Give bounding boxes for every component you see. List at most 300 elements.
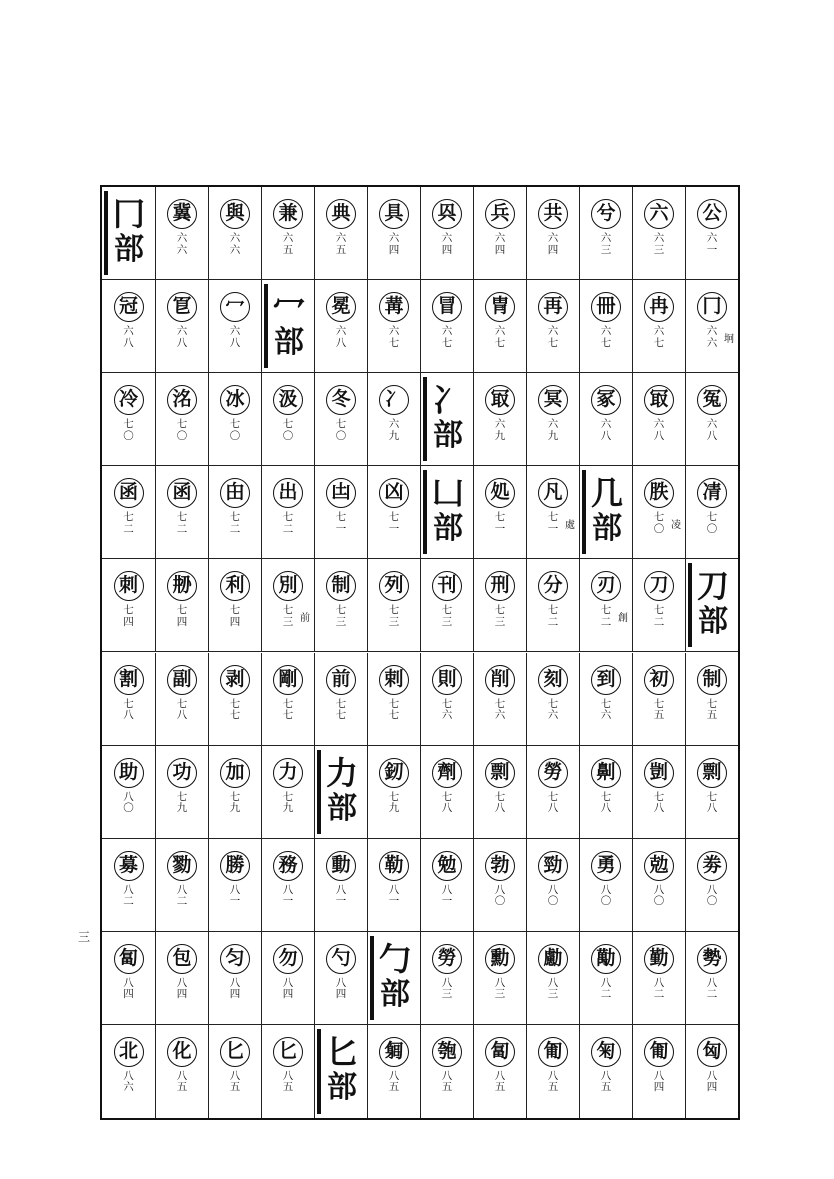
character-entry — [579, 839, 632, 931]
page-reference: 六四 — [494, 232, 506, 256]
circled-character: 匀 — [220, 944, 250, 974]
page-reference: 七七 — [388, 697, 400, 721]
circled-character: 劑 — [432, 758, 462, 788]
circled-character: 胅 — [644, 478, 674, 508]
circled-character: 到 — [591, 665, 621, 695]
page-reference: 七〇 — [653, 511, 665, 535]
variant-annotation: 創 — [618, 613, 628, 625]
circled-character: 冊 — [591, 292, 621, 322]
circled-character: 刃 — [591, 571, 621, 601]
circled-character: 剴 — [644, 758, 674, 788]
radical-section-label: 部 — [327, 1069, 357, 1105]
page-reference: 六八 — [123, 325, 134, 349]
page-reference: 七六 — [600, 697, 612, 721]
page-reference: 七一 — [335, 511, 347, 535]
circled-character: 勺 — [326, 944, 356, 974]
page-reference: 七八 — [600, 790, 612, 815]
character-entry — [420, 559, 473, 651]
page-reference: 七七 — [282, 697, 294, 721]
character-entry — [526, 932, 579, 1024]
page-reference: 八四 — [229, 976, 241, 1001]
page-reference: 六四 — [388, 232, 400, 256]
character-entry — [367, 466, 420, 558]
page-reference: 八〇 — [494, 883, 506, 908]
circled-character: 勒 — [379, 851, 409, 881]
page-reference: 六六 — [176, 232, 188, 256]
character-entry — [473, 653, 526, 745]
character-entry — [526, 280, 579, 372]
page-reference: 六八 — [653, 418, 665, 442]
character-entry — [102, 1025, 155, 1118]
circled-character: 兵 — [485, 199, 515, 229]
character-entry — [367, 559, 420, 651]
header-rule — [582, 470, 586, 554]
page-reference: 七八 — [547, 790, 559, 815]
character-entry — [473, 280, 526, 372]
circled-character: 函 — [114, 478, 144, 508]
page-reference: 七五 — [706, 697, 718, 721]
circled-character: 冑 — [485, 292, 515, 322]
radical-section-label: 部 — [592, 511, 622, 547]
circled-character: 凊 — [697, 478, 727, 508]
page-reference: 七〇 — [229, 418, 241, 442]
circled-character: 㒷 — [432, 199, 462, 229]
radical-title: 刀 — [696, 567, 729, 606]
circled-character: 出 — [273, 478, 303, 508]
character-entry — [473, 746, 526, 838]
character-entry — [314, 559, 367, 651]
page-reference: 七八 — [441, 790, 453, 815]
circled-character: 勴 — [538, 944, 568, 974]
page-reference: 六五 — [282, 232, 294, 256]
page-reference: 八六 — [123, 1069, 134, 1094]
circled-character: 制 — [326, 571, 356, 601]
radical-header-cell — [685, 559, 738, 651]
character-entry — [208, 187, 261, 279]
page-reference: 六九 — [494, 418, 506, 442]
circled-character: 凡 — [538, 478, 568, 508]
circled-character: 六 — [644, 199, 674, 229]
character-entry — [579, 373, 632, 465]
character-entry — [102, 653, 155, 745]
page-reference: 七三 — [282, 604, 294, 628]
page-reference: 八〇 — [600, 883, 612, 908]
circled-character: 冣 — [644, 385, 674, 415]
character-entry — [420, 932, 473, 1024]
character-entry — [473, 466, 526, 558]
radical-header-cell — [314, 1025, 367, 1118]
character-entry — [155, 280, 208, 372]
page-number: 三 — [78, 930, 91, 944]
page-reference: 七〇 — [123, 418, 134, 442]
radical-title: 凵 — [431, 474, 464, 513]
circled-character: 冢 — [591, 385, 621, 415]
character-entry — [685, 653, 738, 745]
character-entry — [155, 653, 208, 745]
character-entry — [526, 559, 579, 651]
character-entry — [314, 839, 367, 931]
circled-character: 典 — [326, 199, 356, 229]
table-row — [102, 559, 738, 652]
character-entry — [208, 559, 261, 651]
character-entry — [579, 746, 632, 838]
circled-character: 冬 — [326, 385, 356, 415]
character-entry — [155, 559, 208, 651]
page-reference: 八一 — [229, 883, 241, 908]
variant-annotation: 坰 — [724, 334, 734, 346]
circled-character: 函 — [167, 478, 197, 508]
page-reference: 七七 — [335, 697, 347, 721]
character-entry — [579, 1025, 632, 1118]
page-reference: 七三 — [441, 604, 453, 628]
circled-character: 匈 — [697, 1037, 727, 1067]
page-reference: 八〇 — [706, 883, 718, 908]
character-entry — [208, 1025, 261, 1118]
character-entry — [579, 932, 632, 1024]
radical-index-table — [100, 185, 740, 1120]
character-entry — [526, 653, 579, 745]
circled-character: 割 — [114, 665, 144, 695]
character-entry — [685, 932, 738, 1024]
character-entry — [208, 746, 261, 838]
page-reference: 六三 — [653, 232, 665, 256]
circled-character: 匐 — [485, 1037, 515, 1067]
circled-character: 剌 — [379, 665, 409, 695]
circled-character: 勝 — [220, 851, 250, 881]
character-entry — [314, 373, 367, 465]
radical-section-label: 部 — [274, 325, 304, 361]
radical-section-label: 部 — [327, 790, 357, 826]
variant-annotation: 前 — [300, 613, 310, 625]
page-reference: 八一 — [441, 883, 453, 908]
page-reference: 八五 — [547, 1069, 559, 1094]
page-reference: 七七 — [229, 697, 241, 721]
circled-character: 刑 — [485, 571, 515, 601]
circled-character: 冉 — [644, 292, 674, 322]
table-row — [102, 839, 738, 932]
character-entry — [685, 466, 738, 558]
character-entry — [261, 373, 314, 465]
circled-character: 処 — [485, 478, 515, 508]
header-rule — [423, 470, 427, 554]
character-entry — [155, 187, 208, 279]
page-reference: 八四 — [282, 976, 294, 1001]
table-row — [102, 746, 738, 839]
page-reference: 八五 — [176, 1069, 188, 1094]
circled-character: 公 — [697, 199, 727, 229]
circled-character: 匍 — [538, 1037, 568, 1067]
radical-title: 勹 — [378, 939, 411, 978]
circled-character: 力 — [273, 758, 303, 788]
page-reference: 七〇 — [282, 418, 294, 442]
circled-character: 匕 — [273, 1037, 303, 1067]
character-entry — [155, 746, 208, 838]
page-reference: 八五 — [600, 1069, 612, 1094]
character-entry — [102, 280, 155, 372]
page-reference: 七〇 — [335, 418, 347, 442]
page-reference: 七四 — [123, 604, 134, 628]
character-entry — [420, 187, 473, 279]
circled-character: 勇 — [591, 851, 621, 881]
circled-character: 具 — [379, 199, 409, 229]
page-reference: 七九 — [388, 790, 400, 815]
radical-title: 匕 — [325, 1032, 358, 1071]
page-reference: 六九 — [547, 418, 559, 442]
character-entry — [579, 559, 632, 651]
radical-title: 冫 — [431, 381, 464, 420]
circled-character: 劓 — [591, 758, 621, 788]
circled-character: 刊 — [432, 571, 462, 601]
circled-character: 冣 — [485, 385, 515, 415]
character-entry — [155, 839, 208, 931]
page-reference: 七四 — [229, 604, 241, 628]
circled-character: 勠 — [167, 851, 197, 881]
character-entry — [208, 466, 261, 558]
character-entry — [261, 466, 314, 558]
character-entry — [155, 466, 208, 558]
page-reference: 七九 — [176, 790, 188, 815]
character-entry — [261, 746, 314, 838]
circled-character: 勃 — [485, 851, 515, 881]
page-reference: 六八 — [706, 418, 718, 442]
circled-character: 刻 — [538, 665, 568, 695]
character-entry — [261, 653, 314, 745]
page-reference: 八三 — [494, 976, 506, 1001]
character-entry — [473, 839, 526, 931]
circled-character: 匍 — [644, 1037, 674, 1067]
circled-character: 勳 — [485, 944, 515, 974]
circled-character: 助 — [114, 758, 144, 788]
page-reference: 六八 — [229, 325, 241, 349]
character-entry — [632, 1025, 685, 1118]
character-entry — [102, 373, 155, 465]
page-reference: 六七 — [388, 325, 400, 349]
circled-character: 勢 — [697, 944, 727, 974]
circled-character: 勉 — [432, 851, 462, 881]
page-reference: 八四 — [123, 976, 134, 1001]
character-entry — [526, 187, 579, 279]
character-entry — [261, 932, 314, 1024]
character-entry — [632, 373, 685, 465]
radical-header-cell — [420, 373, 473, 465]
character-entry — [579, 187, 632, 279]
circled-character: 甶 — [220, 478, 250, 508]
circled-character: 冖 — [220, 292, 250, 322]
page-reference: 八五 — [282, 1069, 294, 1094]
circled-character: 冥 — [538, 385, 568, 415]
circled-character: 匔 — [379, 1037, 409, 1067]
page-reference: 六八 — [335, 325, 347, 349]
table-row — [102, 373, 738, 466]
page-reference: 七八 — [653, 790, 665, 815]
header-rule — [317, 1029, 321, 1114]
page-reference: 六七 — [494, 325, 506, 349]
radical-section-label: 部 — [433, 418, 463, 454]
table-row — [102, 932, 738, 1025]
radical-title: 冂 — [112, 195, 145, 233]
circled-character: 匐 — [114, 944, 144, 974]
circled-character: 冓 — [379, 292, 409, 322]
radical-title: 几 — [590, 474, 623, 513]
radical-section-label: 部 — [698, 604, 728, 640]
table-row — [102, 187, 738, 280]
character-entry — [102, 839, 155, 931]
page-reference: 七二 — [229, 511, 241, 535]
page-reference: 八一 — [282, 883, 294, 908]
page-reference: 七〇 — [176, 418, 188, 442]
circled-character: 冠 — [114, 292, 144, 322]
header-rule — [423, 377, 427, 461]
character-entry — [367, 373, 420, 465]
character-entry — [579, 653, 632, 745]
page-reference: 六七 — [441, 325, 453, 349]
circled-character: 務 — [273, 851, 303, 881]
character-entry — [632, 746, 685, 838]
circled-character: 冤 — [697, 385, 727, 415]
page-reference: 七二 — [123, 511, 134, 535]
character-entry — [261, 559, 314, 651]
page-reference: 八三 — [441, 976, 453, 1001]
character-entry — [155, 932, 208, 1024]
circled-character: 刺 — [114, 571, 144, 601]
character-entry — [208, 839, 261, 931]
circled-character: 刱 — [167, 571, 197, 601]
circled-character: 匊 — [591, 1037, 621, 1067]
character-entry — [367, 746, 420, 838]
page-reference: 六七 — [653, 325, 665, 349]
page-reference: 六四 — [441, 232, 453, 256]
page-reference: 七六 — [441, 697, 453, 721]
circled-character: 副 — [167, 665, 197, 695]
page-reference: 六六 — [706, 325, 718, 349]
page-reference: 八二 — [600, 976, 612, 1001]
character-entry — [208, 280, 261, 372]
page-reference: 六五 — [335, 232, 347, 256]
circled-character: 剽 — [485, 758, 515, 788]
radical-header-cell — [102, 187, 155, 279]
character-entry — [367, 653, 420, 745]
circled-character: 冫 — [379, 385, 409, 415]
circled-character: 冒 — [432, 292, 462, 322]
page-reference: 七六 — [547, 697, 559, 721]
radical-section-label: 部 — [114, 232, 144, 267]
header-rule — [688, 563, 692, 647]
page-reference: 七六 — [494, 697, 506, 721]
character-entry — [208, 653, 261, 745]
page-reference: 七二 — [600, 604, 612, 628]
radical-title: 冖 — [272, 288, 305, 327]
header-rule — [264, 284, 268, 368]
radical-section-label: 部 — [380, 976, 410, 1012]
circled-character: 勱 — [591, 944, 621, 974]
circled-character: 制 — [697, 665, 727, 695]
character-entry — [685, 839, 738, 931]
page-reference: 七八 — [706, 790, 718, 815]
page-reference: 八〇 — [123, 790, 134, 815]
page-reference: 七三 — [335, 604, 347, 628]
circled-character: 與 — [220, 199, 250, 229]
page-reference: 六一 — [706, 232, 718, 256]
page-reference: 六七 — [547, 325, 559, 349]
page-reference: 六四 — [547, 232, 559, 256]
circled-character: 利 — [220, 571, 250, 601]
circled-character: 募 — [114, 851, 144, 881]
page-reference: 八四 — [653, 1069, 665, 1094]
character-entry — [420, 1025, 473, 1118]
circled-character: 功 — [167, 758, 197, 788]
circled-character: 刀 — [644, 571, 674, 601]
character-entry — [579, 280, 632, 372]
page-reference: 八〇 — [653, 883, 665, 908]
page-reference: 七二 — [282, 511, 294, 535]
character-entry — [526, 746, 579, 838]
character-entry — [473, 373, 526, 465]
radical-header-cell — [367, 932, 420, 1024]
character-entry — [526, 466, 579, 558]
character-entry — [102, 932, 155, 1024]
header-rule — [370, 936, 374, 1020]
circled-character: 動 — [326, 851, 356, 881]
page-reference: 八〇 — [547, 883, 559, 908]
character-entry — [208, 373, 261, 465]
page-reference: 六九 — [388, 418, 400, 442]
character-entry — [632, 466, 685, 558]
character-entry — [526, 839, 579, 931]
character-entry — [155, 373, 208, 465]
page-reference: 八一 — [335, 883, 347, 908]
circled-character: 釰 — [379, 758, 409, 788]
character-entry — [685, 280, 738, 372]
page-reference: 七二 — [547, 604, 559, 628]
page-reference: 七八 — [123, 697, 134, 721]
character-entry — [155, 1025, 208, 1118]
character-entry — [420, 653, 473, 745]
circled-character: 化 — [167, 1037, 197, 1067]
character-entry — [473, 187, 526, 279]
table-row — [102, 280, 738, 373]
page-reference: 七八 — [176, 697, 188, 721]
table-row — [102, 653, 738, 746]
character-entry — [367, 839, 420, 931]
character-entry — [314, 653, 367, 745]
circled-character: 冂 — [697, 292, 727, 322]
radical-header-cell — [579, 466, 632, 558]
circled-character: 冀 — [167, 199, 197, 229]
circled-character: 共 — [538, 199, 568, 229]
character-entry — [473, 559, 526, 651]
circled-character: 匏 — [432, 1037, 462, 1067]
circled-character: 冰 — [220, 385, 250, 415]
character-entry — [420, 280, 473, 372]
character-entry — [685, 187, 738, 279]
circled-character: 勤 — [644, 944, 674, 974]
character-entry — [526, 1025, 579, 1118]
page-reference: 八一 — [388, 883, 400, 908]
character-entry — [314, 932, 367, 1024]
variant-annotation: 凌 — [671, 520, 681, 532]
character-entry — [632, 280, 685, 372]
character-entry — [526, 373, 579, 465]
page-reference: 七三 — [388, 604, 400, 628]
page-reference: 七三 — [494, 604, 506, 628]
character-entry — [685, 1025, 738, 1118]
circled-character: 冷 — [114, 385, 144, 415]
page-reference: 八四 — [706, 1069, 718, 1094]
circled-character: 劵 — [697, 851, 727, 881]
page-reference: 七〇 — [706, 511, 718, 535]
variant-annotation: 處 — [565, 520, 575, 532]
page-reference: 六八 — [176, 325, 188, 349]
